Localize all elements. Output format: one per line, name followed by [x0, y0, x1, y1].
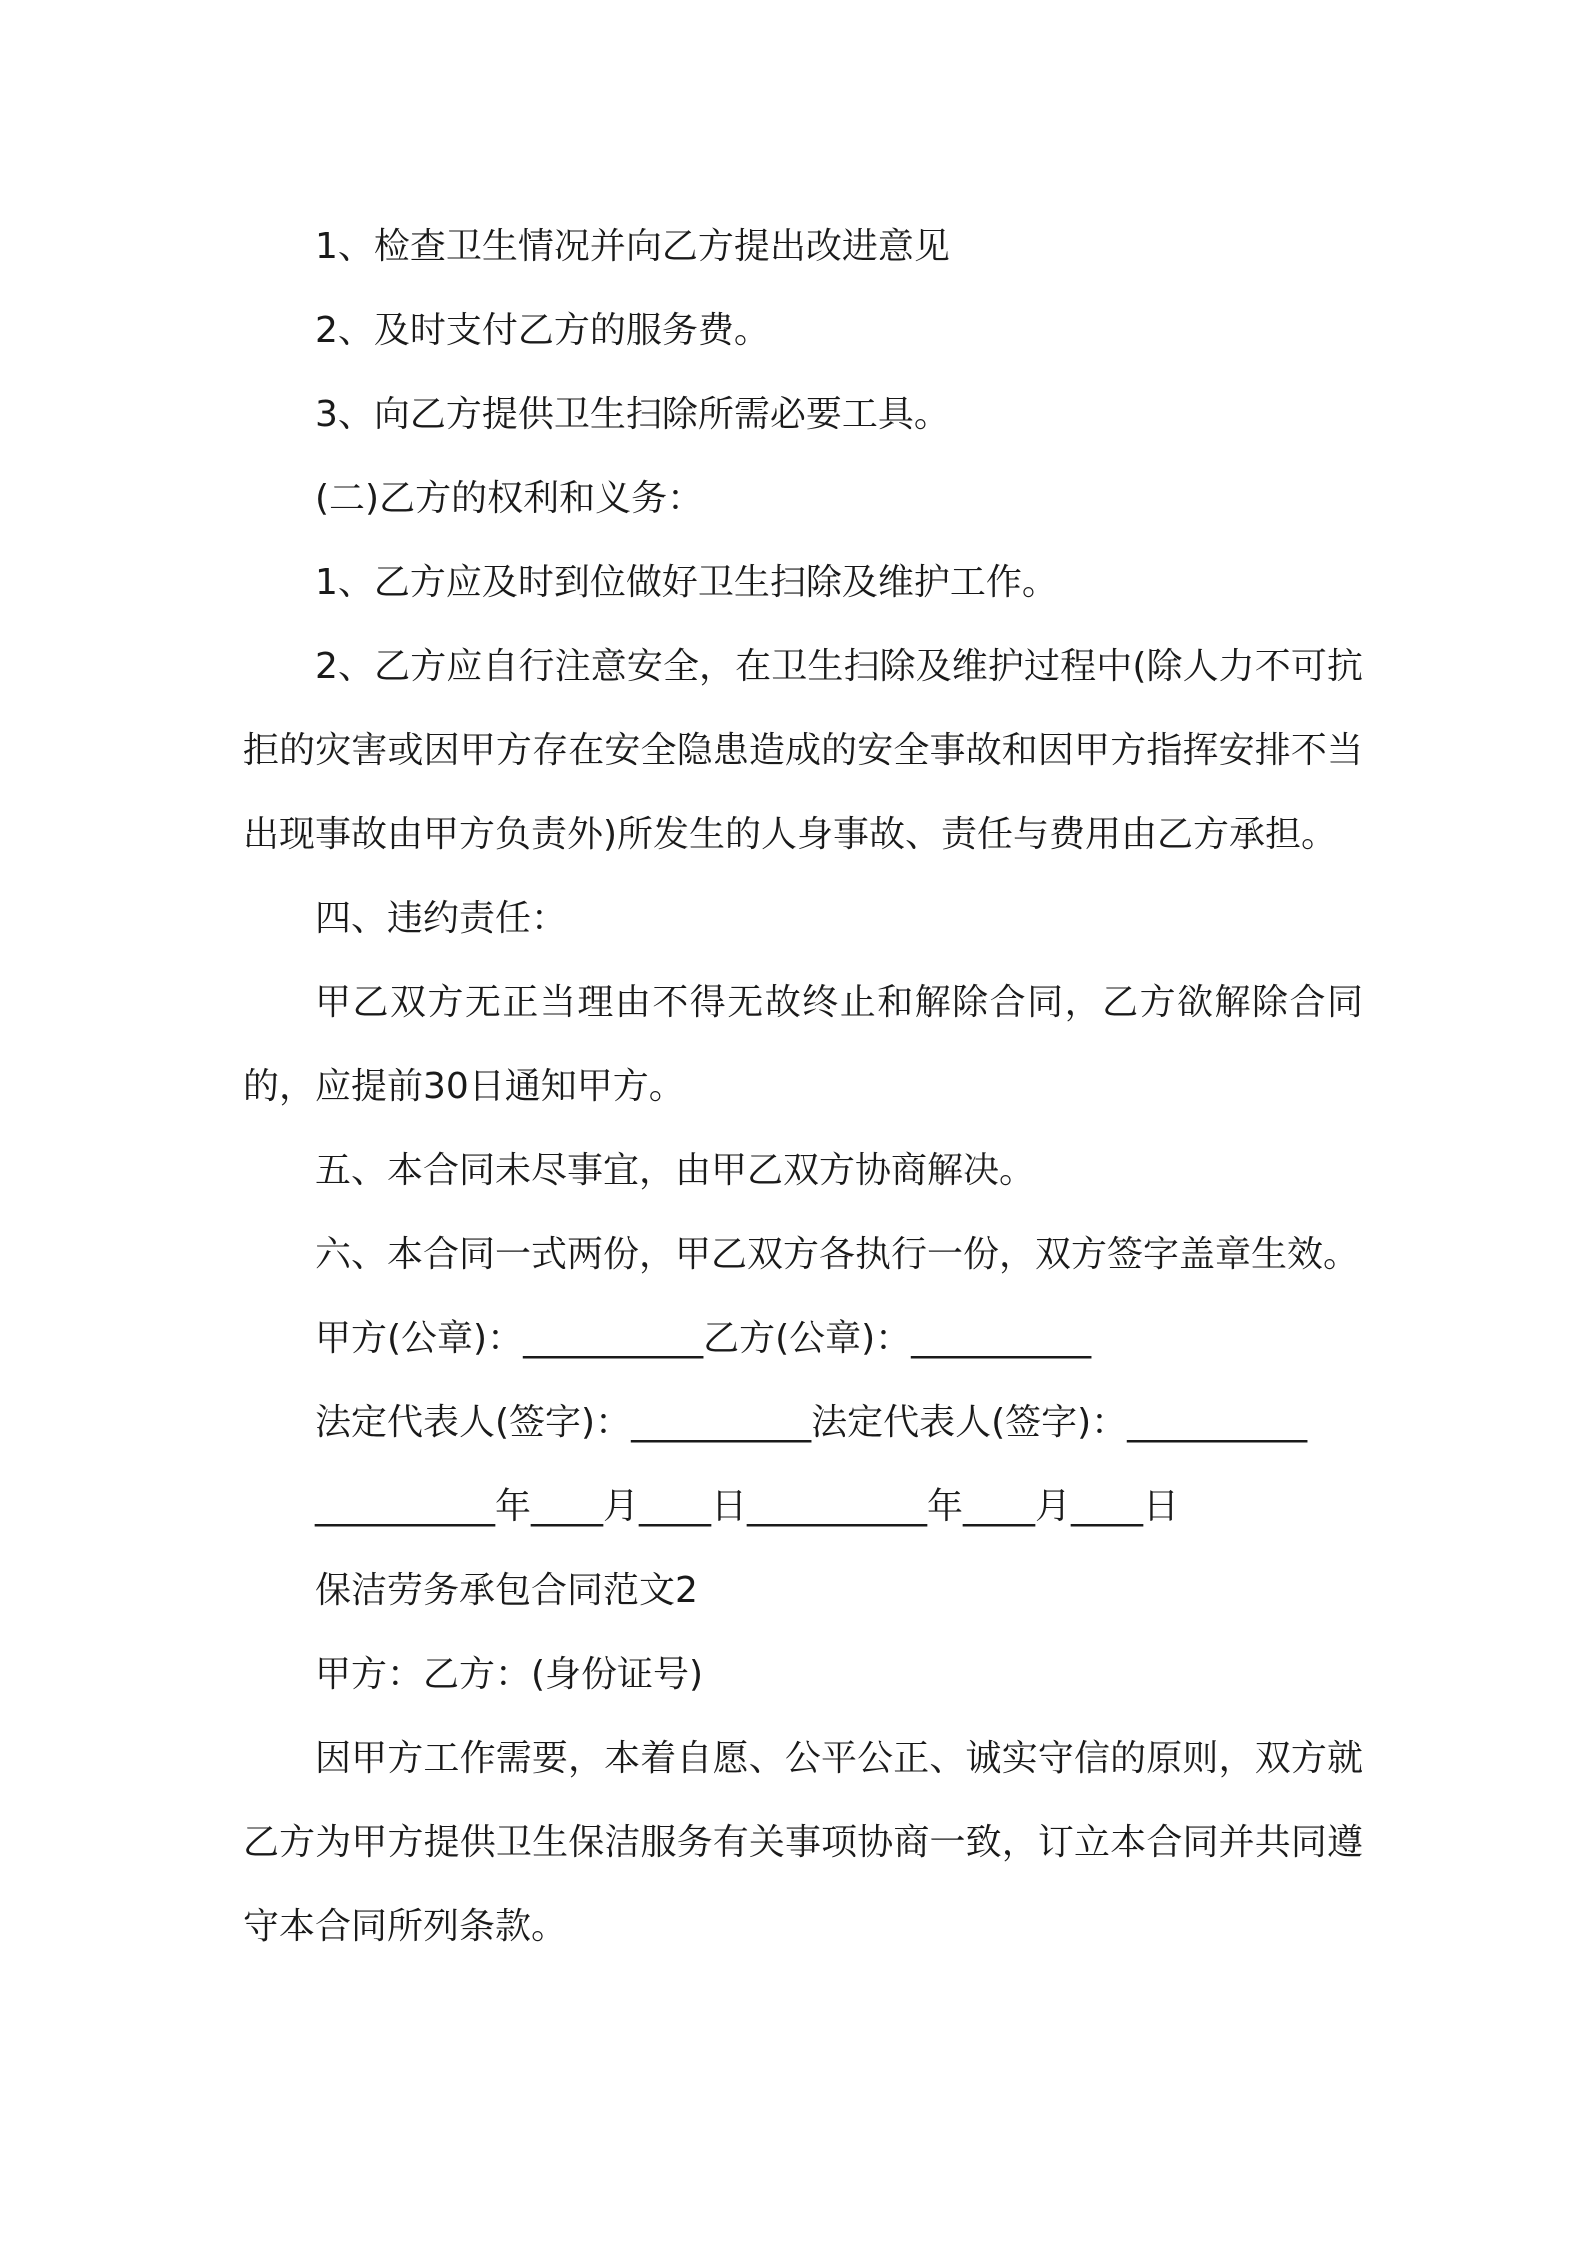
clause-party-b-duty-2: 2、乙方应自行注意安全，在卫生扫除及维护过程中(除人力不可抗拒的灾害或因甲方存在安全隐患造成的安全事故和因甲方指挥安排不当出现事故由甲方负责外)所发生的人身事故、责任与费用由乙方承担。 [243, 646, 1363, 855]
clause-check-hygiene: 1、检查卫生情况并向乙方提出改进意见 [315, 226, 950, 267]
clause-pay-fee: 2、及时支付乙方的服务费。 [315, 310, 770, 351]
section-party-b-rights: (二)乙方的权利和义务： [315, 478, 704, 519]
parties-line: 甲方：乙方：(身份证号) [315, 1654, 704, 1695]
signature-date-line: __________年____月____日__________年____月____日 [315, 1486, 1179, 1527]
clause-party-b-duty-1: 1、乙方应及时到位做好卫生扫除及维护工作。 [315, 562, 1058, 603]
signature-seal-line: 甲方(公章)：__________乙方(公章)：__________ [315, 1318, 1092, 1359]
clause-termination: 甲乙双方无正当理由不得无故终止和解除合同，乙方欲解除合同的，应提前30日通知甲方。 [243, 982, 1363, 1107]
intro-paragraph: 因甲方工作需要，本着自愿、公平公正、诚实守信的原则，双方就乙方为甲方提供卫生保洁服务有关事项协商一致，订立本合同并共同遵守本合同所列条款。 [243, 1738, 1363, 1947]
signature-representative-line: 法定代表人(签字)：__________法定代表人(签字)：__________ [315, 1402, 1308, 1443]
clause-copies: 六、本合同一式两份，甲乙双方各执行一份，双方签字盖章生效。 [315, 1234, 1360, 1275]
clause-provide-tools: 3、向乙方提供卫生扫除所需必要工具。 [315, 394, 950, 435]
second-contract-title: 保洁劳务承包合同范文2 [315, 1570, 698, 1611]
clause-unresolved-matters: 五、本合同未尽事宜，由甲乙双方协商解决。 [315, 1150, 1036, 1191]
section-breach-liability: 四、违约责任： [315, 898, 568, 939]
document-body [243, 205, 1363, 1969]
